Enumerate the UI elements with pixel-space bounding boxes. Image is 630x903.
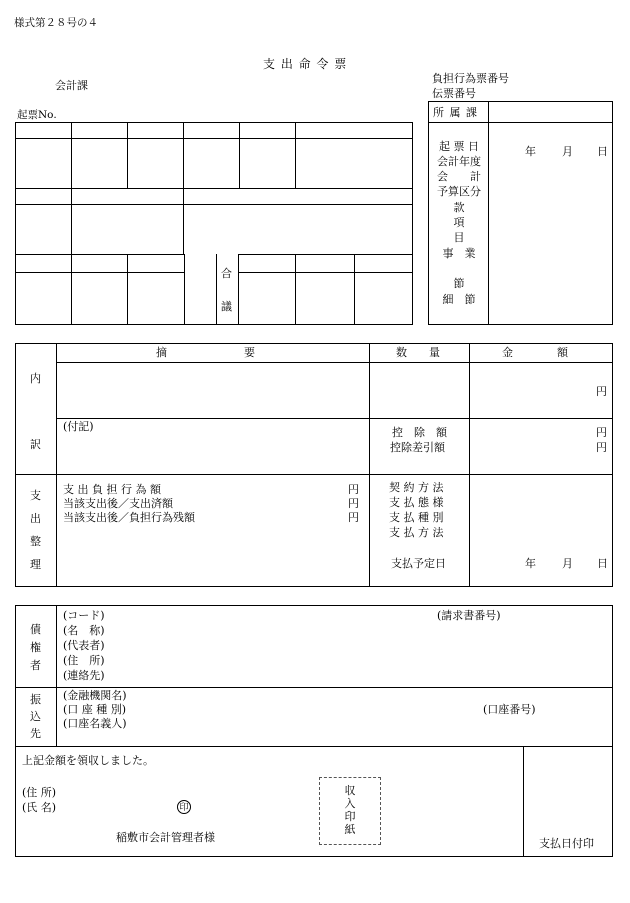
receipt-address-label: (住 所) <box>22 786 57 799</box>
seal-mark-icon: 印 <box>177 800 191 814</box>
payment-yen-2: 円 <box>348 497 359 510</box>
transfer-side-char-3: 先 <box>30 727 41 740</box>
page-title: 支 出 命 令 票 <box>263 57 348 71</box>
stamp-char-2: 入 <box>344 797 356 810</box>
form-id: 様式第２８号の４ <box>14 17 98 29</box>
creditor-contact: (連絡先) <box>63 669 105 682</box>
account-number-label: (口座番号) <box>483 703 536 716</box>
method-payment: 支 払 方 法 <box>389 526 444 539</box>
note-label: (付記) <box>63 420 94 433</box>
planned-date-label: 支払予定日 <box>391 557 446 570</box>
creditor-code: (コード) <box>63 609 105 622</box>
info-row-kan: 款 <box>453 201 465 214</box>
col-amount-header: 金 額 <box>502 346 568 359</box>
slip-number-label: 伝票番号 <box>432 87 476 100</box>
transfer-side-char-2: 込 <box>30 710 41 723</box>
planned-day-label: 日 <box>597 557 608 570</box>
info-row-kou: 項 <box>453 216 465 229</box>
stamp-char-4: 紙 <box>344 823 356 836</box>
planned-month-label: 月 <box>562 557 573 570</box>
creditor-name: (名 称) <box>63 624 105 637</box>
payment-line-paid: 当該支出後／支出済額 <box>63 497 173 510</box>
payment-side-char-3: 整 <box>30 535 41 548</box>
info-row-setsu: 節 <box>453 277 465 290</box>
creditor-side-char-2: 権 <box>30 641 41 654</box>
payment-yen-3: 円 <box>348 511 359 524</box>
info-row-draft-date: 起 票 日 <box>439 140 479 153</box>
transfer-side-char-1: 振 <box>30 693 41 706</box>
paid-date-seal-label: 支払日付印 <box>539 837 594 850</box>
draft-number-label: 起票No. <box>17 109 57 121</box>
stamp-char-3: 印 <box>344 810 356 823</box>
receipt-name-label: (氏 名) <box>22 801 57 814</box>
info-row-accounting: 会 計 <box>437 170 481 183</box>
after-deduction-label: 控除差引額 <box>390 441 445 454</box>
invoice-number-label: (請求書番号) <box>437 609 501 622</box>
payment-line-burden: 支 出 負 担 行 為 額 <box>63 483 161 496</box>
receipt-statement: 上記金額を領収しました。 <box>22 754 154 767</box>
department-label: 会計課 <box>55 79 88 92</box>
creditor-address: (住 所) <box>63 654 105 667</box>
payment-yen-1: 円 <box>348 483 359 496</box>
after-deduction-yen: 円 <box>596 441 607 454</box>
deduction-label: 控 除 額 <box>392 426 447 439</box>
creditor-side-char-3: 者 <box>30 659 41 672</box>
info-row-moku: 目 <box>453 231 465 244</box>
draft-day-label: 日 <box>597 145 608 158</box>
detail-table <box>15 343 613 587</box>
account-type-label: (口 座 種 別) <box>63 703 127 716</box>
amount-yen: 円 <box>596 385 607 398</box>
account-holder-label: (口座名義人) <box>63 717 127 730</box>
bank-name-label: (金融機関名) <box>63 689 127 702</box>
info-row-budget-class: 予算区分 <box>437 185 481 198</box>
planned-year-label: 年 <box>525 557 536 570</box>
approval-char-2: 議 <box>221 300 232 313</box>
addressee-label: 稲敷市会計管理者様 <box>116 831 215 844</box>
detail-side-char-1: 内 <box>30 372 41 385</box>
draft-month-label: 月 <box>562 145 573 158</box>
burden-number-label: 負担行為票番号 <box>432 72 509 85</box>
method-contract: 契 約 方 法 <box>389 481 444 494</box>
payment-side-char-4: 理 <box>30 558 41 571</box>
info-row-sub-setsu: 細 節 <box>442 293 476 306</box>
deduction-yen: 円 <box>596 426 607 439</box>
creditor-side-char-1: 債 <box>30 623 41 636</box>
section-label: 所 属 課 <box>433 106 478 119</box>
approval-char-1: 合 <box>221 267 232 280</box>
method-type: 支 払 種 別 <box>389 511 444 524</box>
info-row-project: 事 業 <box>442 247 476 260</box>
draft-year-label: 年 <box>525 145 536 158</box>
info-row-fiscal-year: 会計年度 <box>437 155 481 168</box>
payment-side-char-2: 出 <box>30 512 41 525</box>
stamp-char-1: 収 <box>344 784 356 797</box>
detail-side-char-2: 訳 <box>30 438 41 451</box>
method-mode: 支 払 態 様 <box>389 496 444 509</box>
col-summary-header: 摘 要 <box>156 346 255 359</box>
creditor-representative: (代表者) <box>63 639 105 652</box>
payment-side-char-1: 支 <box>30 489 41 502</box>
col-quantity-header: 数 量 <box>396 346 440 359</box>
payment-line-remaining: 当該支出後／負担行為残額 <box>63 511 195 524</box>
